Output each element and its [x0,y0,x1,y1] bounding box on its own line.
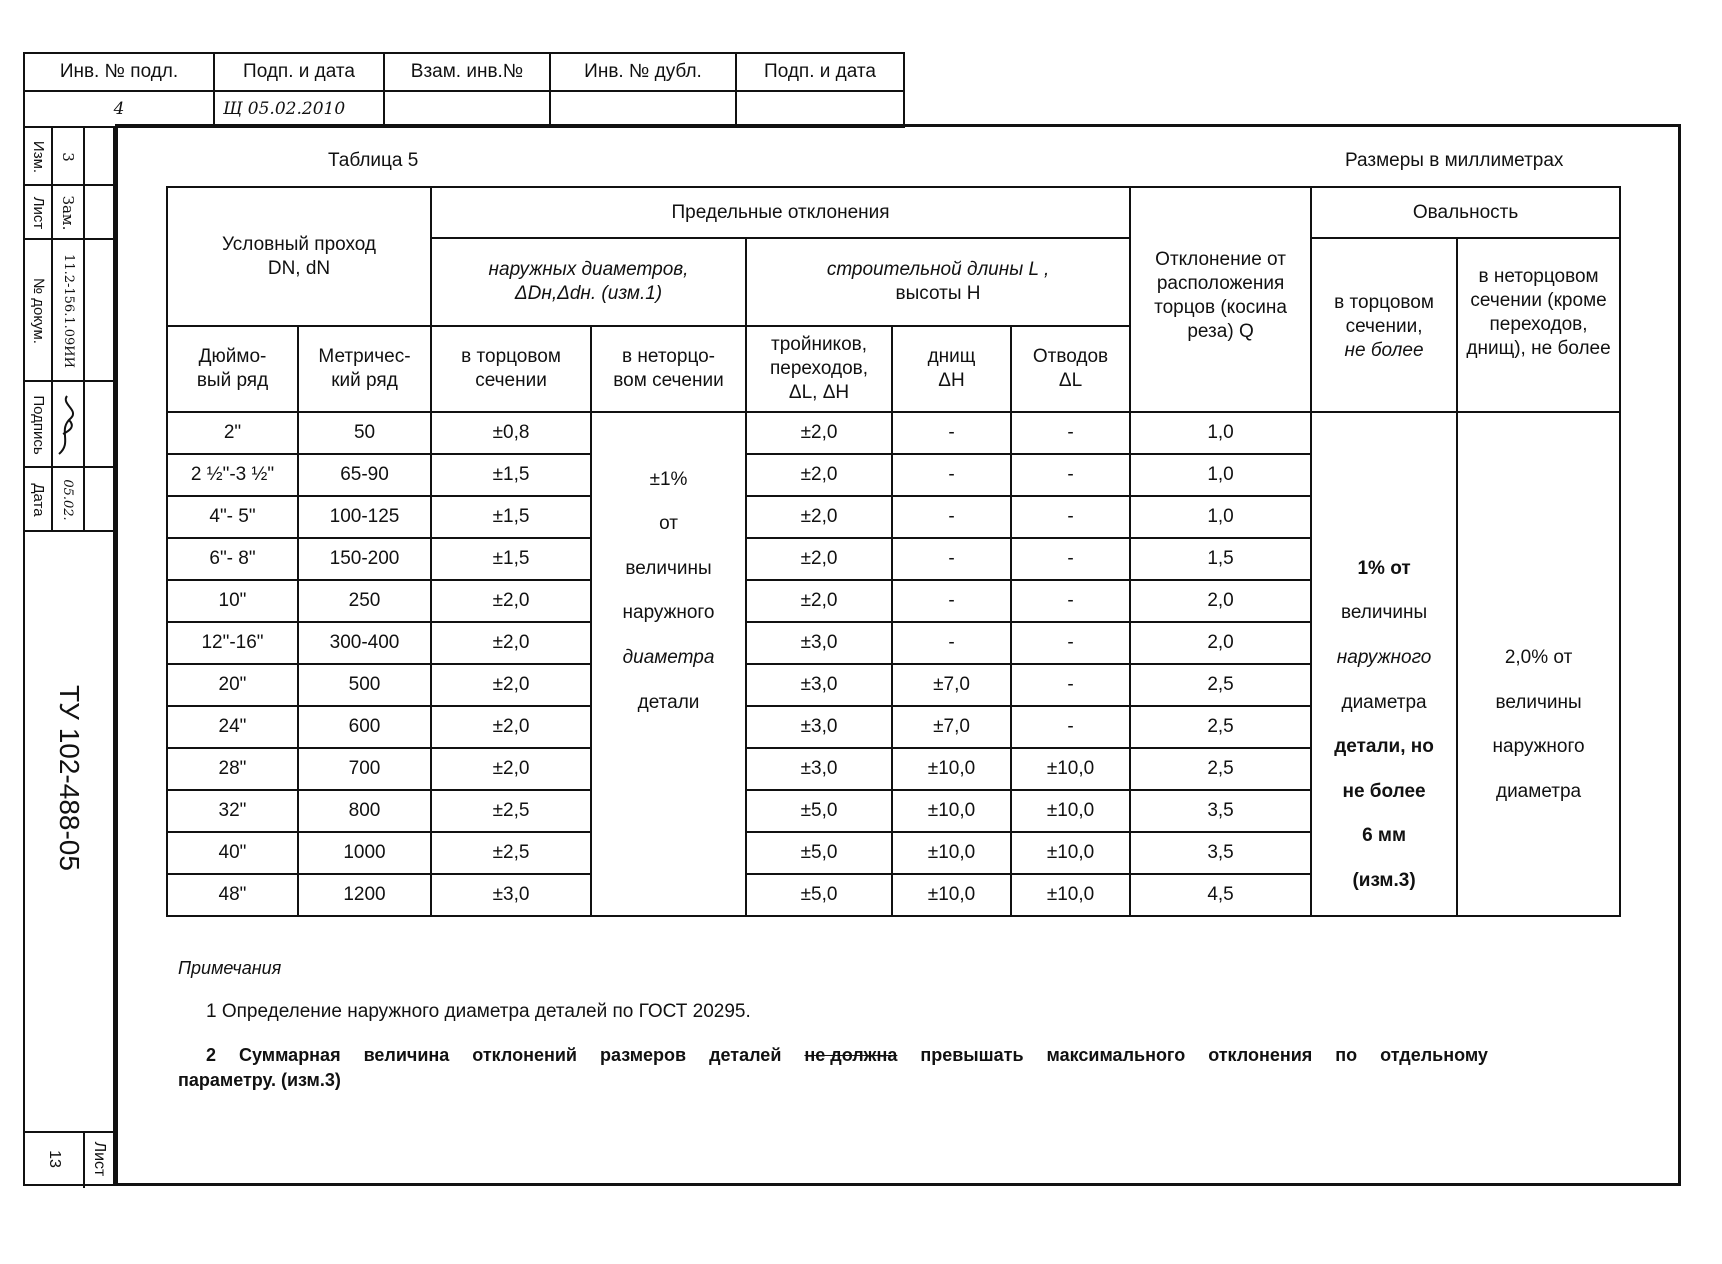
stamp-header-inv-orig: Инв. № подл. [24,53,214,91]
col-header-face-deviation: Отклонение от расположения торцов (косина реза) Q [1130,187,1311,412]
note-2-text-a: 2 Суммарная величина отклонений размеров деталей [206,1045,805,1065]
cell-heads: - [892,496,1011,538]
cell-inch: 24" [167,706,298,748]
merged-line: наружного [1336,646,1432,668]
length-label-italic: строительной длины L , [826,259,1050,280]
stamp-header-sign-date: Подп. и дата [214,53,384,91]
cell-face: 2,0 [1130,580,1311,622]
cell-heads: ±10,0 [892,832,1011,874]
cell-inch: 4"- 5" [167,496,298,538]
cell-elbows: - [1011,664,1130,706]
col-header-elbows: Отводов ΔL [1011,326,1130,412]
cell-metric: 250 [298,580,431,622]
cell-metric: 1200 [298,874,431,916]
merged-line: ±1% [649,468,688,490]
merged-od-nonend [591,412,746,916]
col-header-od-end: в торцовом сечении [431,326,591,412]
cell-inch: 40" [167,832,298,874]
cell-heads: - [892,538,1011,580]
cell-tees: ±2,0 [746,412,892,454]
merged-line: 1% от [1357,557,1411,579]
cell-face: 2,5 [1130,664,1311,706]
col-header-nominal: Условный проход DN, dN [167,187,431,326]
cell-heads: - [892,454,1011,496]
stamp-header-sign-date-2: Подп. и дата [736,53,904,91]
col-header-limit-deviations: Предельные отклонения [431,187,1130,238]
merged-line: не более [1342,780,1426,802]
merged-line: величины [1340,602,1428,624]
cell-tees: ±2,0 [746,580,892,622]
col-header-tees: тройников, переходов, ΔL, ΔH [746,326,892,412]
cell-od-end: ±1,5 [431,454,591,496]
doc-code: ТУ 102-488-05 [54,685,85,871]
cell-face: 1,0 [1130,412,1311,454]
cell-tees: ±2,0 [746,496,892,538]
cell-metric: 150-200 [298,538,431,580]
cell-elbows: - [1011,580,1130,622]
cell-heads: - [892,622,1011,664]
cell-tees: ±5,0 [746,832,892,874]
cell-od-end: ±1,5 [431,496,591,538]
cell-tees: ±3,0 [746,622,892,664]
cell-face: 2,5 [1130,706,1311,748]
strip-value-change: 3 [59,152,77,162]
col-header-outer-diameters: наружных диаметров, ΔDн,Δdн. (изм.1) [431,238,746,326]
signature-icon [53,390,81,462]
cell-elbows: - [1011,412,1130,454]
cell-metric: 65-90 [298,454,431,496]
cell-od-end: ±3,0 [431,874,591,916]
stamp-value-inv-dup [550,91,736,127]
cell-tees: ±2,0 [746,454,892,496]
sheet-number: 13 [46,1150,63,1168]
cell-metric: 700 [298,748,431,790]
col-header-ovality-nonend: в неторцовом сечении (кроме переходов, днищ), не более [1457,238,1620,412]
cell-face: 4,5 [1130,874,1311,916]
strip-label-change: Изм. [30,140,47,174]
cell-inch: 20" [167,664,298,706]
units-note: Размеры в миллиметрах [1345,150,1564,171]
merged-line: наружного [622,602,715,624]
merged-line: диаметра [622,646,715,668]
cell-heads: ±7,0 [892,664,1011,706]
merged-line [596,413,741,458]
note-2-text-b: превышать максимального отклонения по отдельному [897,1045,1488,1065]
strip-label-sheet: Лист [30,196,47,230]
strip-value-sheet: Зам. [59,195,77,231]
col-header-metric: Метричес-кий ряд [298,326,431,412]
cell-tees: ±3,0 [746,706,892,748]
table-title: Таблица 5 [328,150,419,171]
cell-inch: 10" [167,580,298,622]
cell-inch: 48" [167,874,298,916]
cell-heads: - [892,412,1011,454]
cell-tees: ±2,0 [746,538,892,580]
cell-elbows: - [1011,496,1130,538]
cell-elbows: ±10,0 [1011,874,1130,916]
merged-line: детали [637,691,700,713]
top-stamp-table [23,52,905,128]
cell-face: 1,5 [1130,538,1311,580]
col-header-length-height [746,238,1130,326]
strip-value-date: 05.02. [60,479,75,521]
cell-metric: 100-125 [298,496,431,538]
cell-heads: ±10,0 [892,748,1011,790]
cell-face: 2,5 [1130,748,1311,790]
cell-inch: 2" [167,412,298,454]
cell-face: 1,0 [1130,496,1311,538]
cell-metric: 1000 [298,832,431,874]
notes-title: Примечания [178,958,282,978]
cell-heads: ±10,0 [892,874,1011,916]
strip-label-signature: Подпись [30,395,47,455]
strip-label-doc-no: № докум. [30,278,47,344]
col-header-inch: Дюймо-вый ряд [167,326,298,412]
merged-line: величины [625,557,712,579]
cell-elbows: - [1011,538,1130,580]
cell-inch: 12"-16" [167,622,298,664]
merged-line: детали, но [1334,736,1434,758]
cell-elbows: - [1011,454,1130,496]
stamp-value-inv-orig: 4 [24,91,214,127]
cell-tees: ±3,0 [746,664,892,706]
merged-line: диаметра [1341,691,1427,713]
cell-elbows: ±10,0 [1011,790,1130,832]
cell-face: 2,0 [1130,622,1311,664]
cell-tees: ±5,0 [746,790,892,832]
cell-tees: ±5,0 [746,874,892,916]
strip-value-doc-no: 11.2-156.1.09ИИ [61,254,76,368]
col-header-ovality: Овальность [1311,187,1620,238]
strip-label-date: Дата [30,483,47,517]
stamp-value-sign-date-2 [736,91,904,127]
tolerance-table [166,186,1621,917]
cell-heads: ±7,0 [892,706,1011,748]
cell-tees: ±3,0 [746,748,892,790]
cell-inch: 6"- 8" [167,538,298,580]
cell-inch: 28" [167,748,298,790]
cell-face: 3,5 [1130,790,1311,832]
stamp-header-replace-inv: Взам. инв.№ [384,53,550,91]
cell-face: 3,5 [1130,832,1311,874]
cell-heads: ±10,0 [892,790,1011,832]
merged-ovality-nonend [1457,412,1620,916]
note-2-struck: не должна [804,1045,898,1065]
cell-metric: 600 [298,706,431,748]
cell-face: 1,0 [1130,454,1311,496]
cell-od-end: ±2,0 [431,580,591,622]
sheet-label: Лист [91,1141,108,1177]
cell-metric: 800 [298,790,431,832]
cell-elbows: - [1011,622,1130,664]
merged-line: от [659,513,678,535]
merged-line: диаметра [1495,780,1582,802]
stamp-value-sign-date: Щ 05.02.2010 [214,91,384,127]
stamp-header-inv-dup: Инв. № дубл. [550,53,736,91]
cell-elbows: ±10,0 [1011,832,1130,874]
merged-line: наружного [1492,736,1585,758]
merged-line: величины [1495,691,1582,713]
table-row [167,412,1620,454]
cell-od-end: ±2,5 [431,790,591,832]
cell-inch: 32" [167,790,298,832]
cell-inch: 2 ½"-3 ½" [167,454,298,496]
col-header-heads: днищ ΔH [892,326,1011,412]
note-2 [206,1045,1608,1066]
cell-heads: - [892,580,1011,622]
cell-od-end: ±2,0 [431,622,591,664]
cell-elbows: - [1011,706,1130,748]
cell-metric: 500 [298,664,431,706]
merged-line: 2,0% от [1504,646,1573,668]
merged-line: (изм.3) [1352,869,1416,891]
cell-od-end: ±2,5 [431,832,591,874]
note-1: 1 Определение наружного диаметра деталей по ГОСТ 20295. [206,1001,751,1022]
left-margin-strip [23,126,115,1186]
cell-od-end: ±0,8 [431,412,591,454]
cell-od-end: ±2,0 [431,706,591,748]
length-label-height: высоты H [895,283,981,304]
col-header-od-nonend: в неторцо-вом сечении [591,326,746,412]
col-header-ovality-end: в торцовом сечении, не более [1311,238,1457,412]
cell-od-end: ±1,5 [431,538,591,580]
cell-elbows: ±10,0 [1011,748,1130,790]
merged-ovality-end [1311,412,1457,916]
cell-metric: 50 [298,412,431,454]
cell-od-end: ±2,0 [431,748,591,790]
cell-od-end: ±2,0 [431,664,591,706]
note-2-line-2: параметру. (изм.3) [178,1070,341,1090]
merged-line: 6 мм [1362,825,1407,847]
cell-metric: 300-400 [298,622,431,664]
stamp-value-replace-inv [384,91,550,127]
